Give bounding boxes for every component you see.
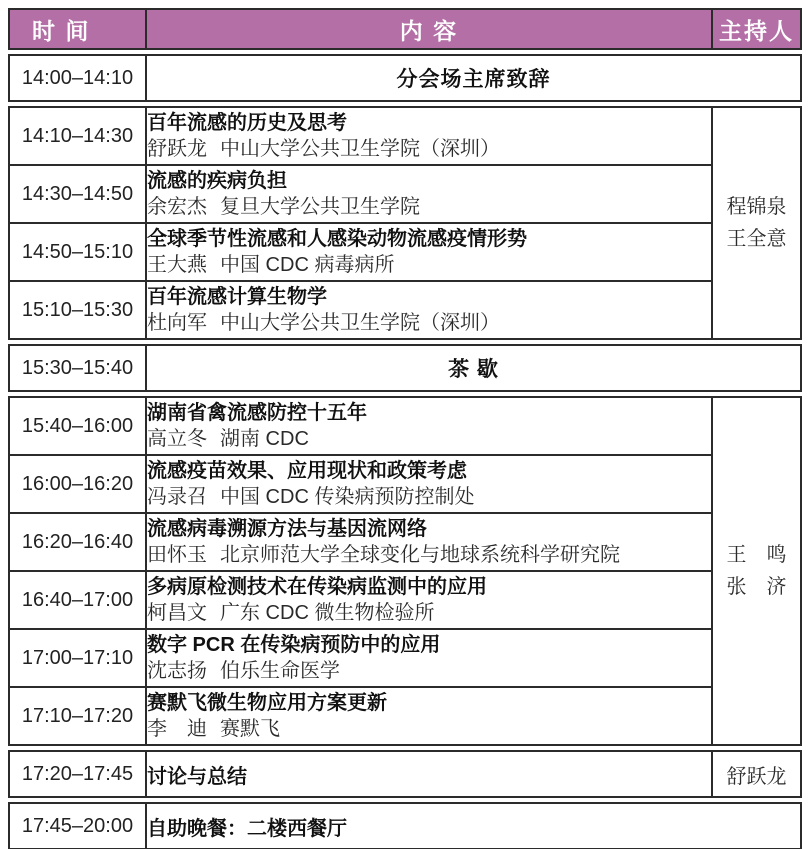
talk-speaker: 冯录召 xyxy=(147,486,207,508)
content-cell xyxy=(146,629,712,687)
talk-speaker: 杜向军 xyxy=(147,312,207,334)
talk-byline xyxy=(147,252,711,278)
table-row xyxy=(9,165,801,223)
table-row xyxy=(9,687,801,745)
section-discussion xyxy=(8,750,802,798)
content-cell xyxy=(146,281,712,339)
time-cell: 14:30–14:50 xyxy=(9,165,146,223)
talk-title: 流感的疾病负担 xyxy=(147,170,287,192)
section-opening xyxy=(8,54,802,102)
talk-speaker: 高立冬 xyxy=(147,428,207,450)
talk-title: 流感病毒溯源方法与基因流网络 xyxy=(147,518,427,540)
talk-byline xyxy=(147,136,711,162)
content-cell: 分会场主席致辞 xyxy=(146,55,801,101)
time-cell: 16:20–16:40 xyxy=(9,513,146,571)
talk-speaker: 舒跃龙 xyxy=(147,138,207,160)
time-cell: 15:10–15:30 xyxy=(9,281,146,339)
time-cell: 14:10–14:30 xyxy=(9,107,146,165)
talk-title: 多病原检测技术在传染病监测中的应用 xyxy=(147,576,487,598)
table-row xyxy=(9,397,801,455)
time-cell: 14:50–15:10 xyxy=(9,223,146,281)
talk-byline xyxy=(147,310,711,336)
schedule-header xyxy=(8,8,802,50)
time-cell: 14:00–14:10 xyxy=(9,55,146,101)
time-cell: 17:20–17:45 xyxy=(9,751,146,797)
content-cell xyxy=(146,107,712,165)
header-time-cell: 时 间 xyxy=(9,9,146,49)
content-cell xyxy=(146,165,712,223)
header-host-cell: 主持人 xyxy=(712,9,801,49)
host-cell: 舒跃龙 xyxy=(712,751,801,797)
table-row xyxy=(9,107,801,165)
content-cell xyxy=(146,223,712,281)
talk-speaker: 田怀玉 xyxy=(147,544,207,566)
host-name: 王 鸣 xyxy=(726,544,787,566)
talk-title: 赛默飞微生物应用方案更新 xyxy=(147,692,387,714)
content-cell xyxy=(146,455,712,513)
talk-byline xyxy=(147,426,711,452)
talk-byline xyxy=(147,484,711,510)
content-cell: 讨论与总结 xyxy=(146,751,712,797)
talk-title: 湖南省禽流感防控十五年 xyxy=(147,402,367,424)
talk-affiliation: 中山大学公共卫生学院（深圳） xyxy=(220,138,500,160)
talk-byline xyxy=(147,600,711,626)
section-talks-group-1 xyxy=(8,106,802,340)
header-content-cell: 内 容 xyxy=(146,9,712,49)
table-row xyxy=(9,629,801,687)
talk-byline xyxy=(147,716,711,742)
time-cell: 15:40–16:00 xyxy=(9,397,146,455)
time-cell: 16:00–16:20 xyxy=(9,455,146,513)
content-cell xyxy=(146,687,712,745)
talk-speaker: 余宏杰 xyxy=(147,196,207,218)
talk-byline xyxy=(147,194,711,220)
talk-title: 数字 PCR 在传染病预防中的应用 xyxy=(147,634,441,656)
content-cell xyxy=(146,397,712,455)
talk-affiliation: 中国 CDC 病毒病所 xyxy=(220,254,395,276)
talk-affiliation: 北京师范大学全球变化与地球系统科学研究院 xyxy=(220,544,620,566)
table-row xyxy=(9,345,801,391)
table-row xyxy=(9,751,801,797)
section-talks-group-2 xyxy=(8,396,802,746)
content-cell: 茶 歇 xyxy=(146,345,801,391)
talk-speaker: 李 迪 xyxy=(147,718,207,740)
talk-speaker: 柯昌文 xyxy=(147,602,207,624)
table-row xyxy=(9,55,801,101)
table-row xyxy=(9,513,801,571)
talk-title: 流感疫苗效果、应用现状和政策考虑 xyxy=(147,460,467,482)
talk-affiliation: 中山大学公共卫生学院（深圳） xyxy=(220,312,500,334)
talk-speaker: 王大燕 xyxy=(147,254,207,276)
talk-affiliation: 广东 CDC 微生物检验所 xyxy=(220,602,435,624)
table-row xyxy=(9,571,801,629)
table-row xyxy=(9,223,801,281)
host-cell xyxy=(712,107,801,339)
talk-title: 百年流感计算生物学 xyxy=(147,286,327,308)
host-name: 程锦泉 xyxy=(726,196,787,218)
content-cell xyxy=(146,513,712,571)
host-cell xyxy=(712,397,801,745)
table-row xyxy=(9,455,801,513)
talk-byline xyxy=(147,542,711,568)
talk-affiliation: 湖南 CDC xyxy=(220,428,309,450)
time-cell: 17:10–17:20 xyxy=(9,687,146,745)
host-name: 张 济 xyxy=(726,576,787,598)
talk-affiliation: 中国 CDC 传染病预防控制处 xyxy=(220,486,475,508)
talk-affiliation: 赛默飞 xyxy=(220,718,280,740)
talk-byline xyxy=(147,658,711,684)
time-cell: 17:00–17:10 xyxy=(9,629,146,687)
time-cell: 17:45–20:00 xyxy=(9,803,146,849)
content-cell: 自助晚餐：二楼西餐厅 xyxy=(146,803,801,849)
content-cell xyxy=(146,571,712,629)
talk-affiliation: 伯乐生命医学 xyxy=(220,660,340,682)
time-cell: 15:30–15:40 xyxy=(9,345,146,391)
talk-speaker: 沈志扬 xyxy=(147,660,207,682)
table-row xyxy=(9,803,801,849)
talk-title: 全球季节性流感和人感染动物流感疫情形势 xyxy=(147,228,527,250)
section-dinner xyxy=(8,802,802,849)
talk-affiliation: 复旦大学公共卫生学院 xyxy=(220,196,420,218)
talk-title: 百年流感的历史及思考 xyxy=(147,112,347,134)
time-cell: 16:40–17:00 xyxy=(9,571,146,629)
header-row xyxy=(9,9,801,49)
section-tea-break xyxy=(8,344,802,392)
host-name: 王全意 xyxy=(726,228,787,250)
table-row xyxy=(9,281,801,339)
